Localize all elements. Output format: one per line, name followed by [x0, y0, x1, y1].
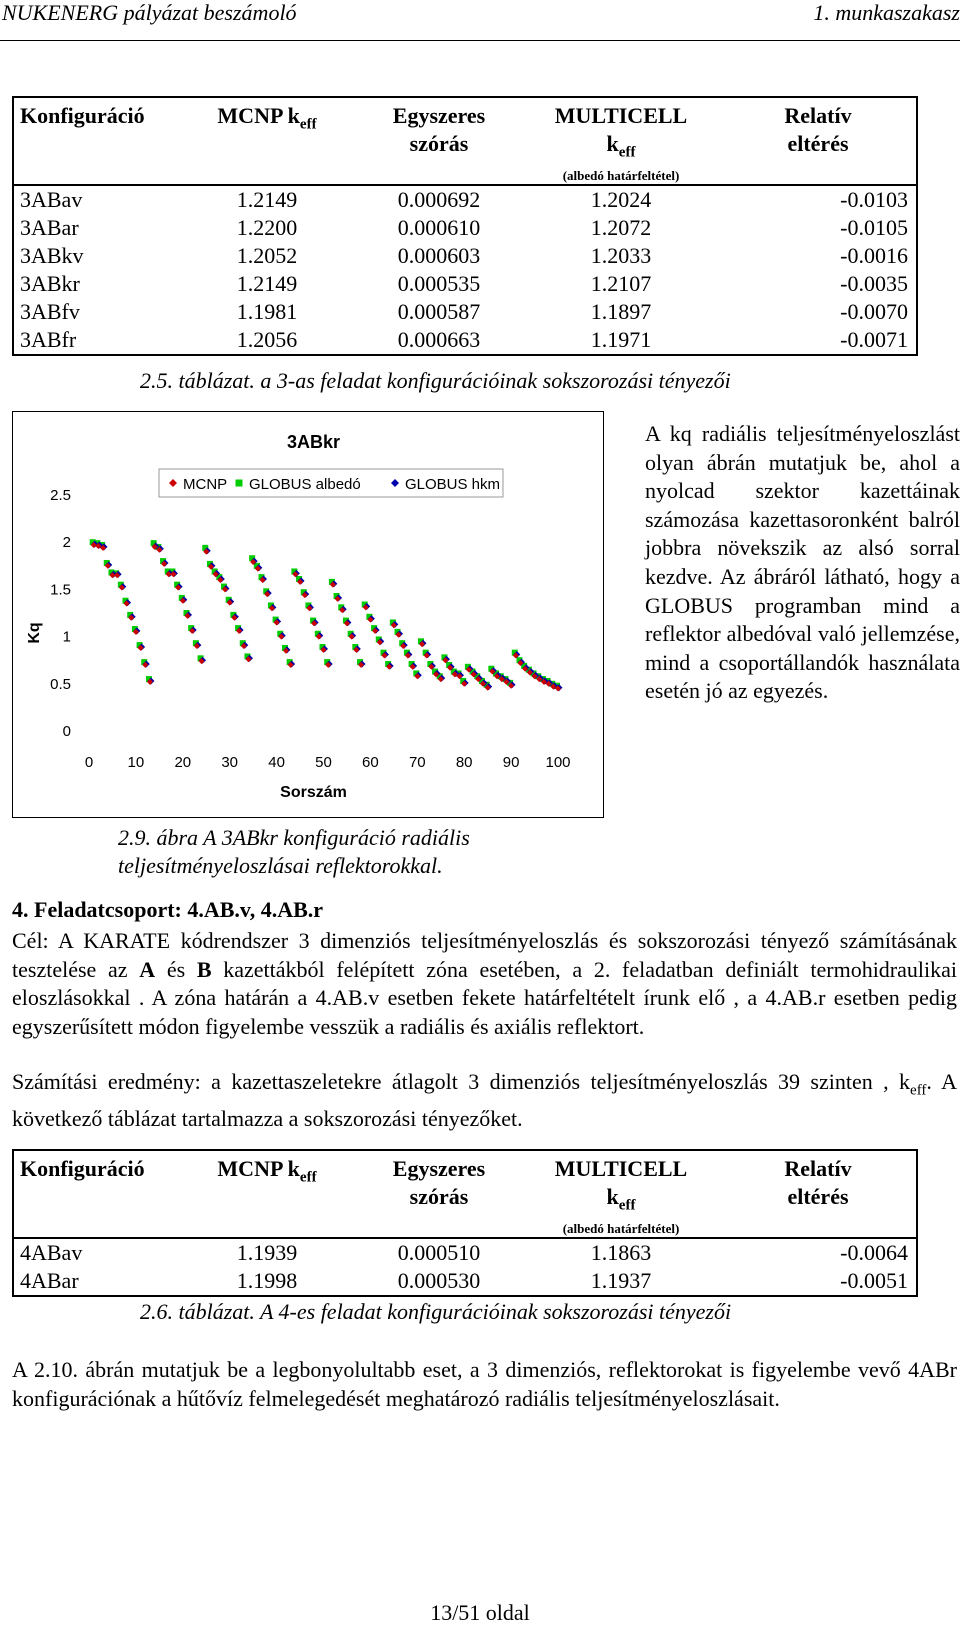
- table-4-configurations: [12, 1149, 918, 1297]
- x-tick-label: 60: [362, 754, 379, 771]
- header-left: NUKENERG pályázat beszámoló: [2, 0, 297, 25]
- table-cell: 0.000610: [397, 215, 481, 241]
- y-tick-label: 0: [62, 723, 71, 740]
- y-tick-label: 1.5: [50, 581, 71, 599]
- x-tick-label: 20: [174, 754, 192, 771]
- col-konfig: Konfiguráció: [13, 1150, 176, 1238]
- table-cell: 1.2149: [236, 187, 298, 213]
- table-cell: 3ABfv: [20, 299, 80, 325]
- table-cell: 1.2107: [590, 271, 652, 297]
- table-cell: 3ABav: [20, 187, 83, 213]
- table-3-configurations: [12, 96, 918, 356]
- x-tick-label: 10: [127, 754, 145, 771]
- x-tick-label: 100: [545, 754, 571, 771]
- y-axis-label: Kq: [26, 622, 43, 644]
- table-row: [13, 242, 917, 270]
- table-cell: 3ABkv: [20, 243, 84, 269]
- col-konfig: Konfiguráció: [13, 97, 176, 185]
- table-row: [13, 326, 917, 355]
- chart-title: 3ABkr: [286, 432, 341, 452]
- table-cell: 1.2024: [590, 187, 652, 213]
- x-tick-label: 80: [455, 754, 473, 771]
- col-relativ: Relatív eltérés: [722, 97, 917, 185]
- legend-marker-globus-albedo: [236, 480, 243, 487]
- table-cell: 1.2149: [236, 271, 298, 297]
- table-cell: -0.0064: [840, 1240, 908, 1266]
- table-cell: -0.0103: [840, 187, 908, 213]
- table-cell: 1.1939: [236, 1240, 298, 1266]
- legend-label: GLOBUS albedó: [249, 476, 361, 493]
- table-cell: 1.2072: [590, 215, 652, 241]
- col-mcnp: MCNP $k_{eff}$: [176, 97, 358, 185]
- table-row: [13, 214, 917, 242]
- y-tick-label: 0.5: [50, 675, 71, 693]
- table-cell: 1.2052: [236, 243, 298, 269]
- page-header: [0, 0, 960, 30]
- x-tick-label: 90: [502, 754, 520, 771]
- closing-paragraph: A 2.10. ábrán mutatjuk be a legbonyolultabb eset, a 3 dimenziós, reflektorokat is figyelembe vevő 4ABr konfigurációnak a hűtővíz felmelegedését meghatározó radiális teljesítményeloszlásait.: [12, 1357, 957, 1411]
- col-relativ: Relatív eltérés: [722, 1150, 917, 1238]
- chart-frame: [12, 411, 604, 818]
- table-cell: -0.0071: [840, 327, 908, 353]
- table-cell: -0.0105: [840, 215, 908, 241]
- table-cell: 1.2033: [590, 243, 652, 269]
- header-rule: [0, 40, 960, 41]
- goal-paragraph: Cél: A KARATE kódrendszer 3 dimenziós teljesítményeloszlás és sokszorozási tényező számításának tesztelése az A és B kazettákból felépített zóna esetében, a 2. feladatban definiált termohidraulikai eloszlásokkal . A zóna határán a 4.AB.v esetben fekete határfeltételt írunk elő , a 4.AB.r esetben pedig egyszerűsített módon figyelembe vesszük a radiális és axiális reflektort.: [12, 928, 957, 1039]
- table-cell: -0.0070: [840, 299, 908, 325]
- table-cell: 1.1897: [590, 299, 652, 325]
- table-cell: 0.000530: [397, 1268, 481, 1294]
- table-caption-2: 2.6. táblázat. A 4-es feladat konfigurációinak sokszorozási tényezői: [140, 1299, 732, 1324]
- table-cell: 3ABfr: [20, 327, 77, 353]
- col-multicell: MULTICELL $k_{eff}$ (albedó határfeltétel): [520, 97, 722, 185]
- legend-label: GLOBUS hkm: [405, 476, 501, 493]
- table-cell: 1.2056: [236, 327, 298, 353]
- page-number: 13/51 oldal: [430, 1600, 530, 1625]
- table-body: [13, 1238, 917, 1296]
- result-paragraph: Számítási eredmény: a kazettaszeletekre átlagolt 3 dimenziós teljesítményeloszlás 39 szinten , $k_{eff}$. A következő táblázat tartalmazza a sokszorozási tényezőket.: [12, 1069, 957, 1131]
- table-cell: 0.000663: [397, 327, 481, 353]
- y-tick-label: 1: [62, 628, 71, 646]
- x-tick-label: 40: [268, 754, 285, 771]
- x-tick-label: 30: [221, 754, 239, 771]
- table-cell: 4ABar: [20, 1268, 79, 1294]
- table-cell: 1.1998: [236, 1268, 298, 1294]
- table-row: [13, 1267, 917, 1296]
- table-cell: 3ABar: [20, 215, 79, 241]
- table-cell: 3ABkr: [20, 271, 80, 297]
- table-cell: 4ABav: [20, 1240, 83, 1266]
- table-row: [13, 298, 917, 326]
- table-cell: 0.000587: [397, 299, 481, 325]
- table-cell: -0.0016: [840, 243, 908, 269]
- table-cell: 1.1937: [590, 1268, 652, 1294]
- table-row: [13, 1238, 917, 1267]
- table-cell: 0.000510: [397, 1240, 481, 1266]
- figure-caption-line1: 2.9. ábra A 3ABkr konfiguráció radiális: [118, 825, 470, 850]
- table-row: [13, 270, 917, 298]
- table-body: [13, 185, 917, 355]
- x-axis-label: Sorszám: [280, 784, 347, 801]
- table-cell: 0.000692: [397, 187, 481, 213]
- table-cell: 1.2200: [236, 215, 298, 241]
- x-tick-label: 70: [408, 754, 426, 771]
- col-mcnp: MCNP $k_{eff}$: [176, 1150, 358, 1238]
- table-cell: 1.1981: [236, 299, 298, 325]
- table-cell: -0.0035: [840, 271, 908, 297]
- figure-caption-line2: teljesítményeloszlásai reflektorokkal.: [118, 853, 443, 878]
- x-tick-label: 0: [84, 754, 94, 771]
- table-cell: 1.1863: [590, 1240, 652, 1266]
- table-row: [13, 185, 917, 214]
- side-text: A kq radiális teljesítményeloszlást olyan ábrán mutatjuk be, ahol a nyolcad szektor kazettáinak számozása kazettasoronként balról jobbra növekszik az alsó sorral kezdve. Az ábráról látható, hogy a GLOBUS programban mind a reflektor albedóval való jellemzése, mind a csoportállandók használata esetén jó az egyezés.: [645, 421, 960, 704]
- col-szoras: Egyszeres szórás: [358, 97, 520, 185]
- table-cell: 0.000535: [397, 271, 481, 297]
- table-cell: 1.1971: [590, 327, 652, 353]
- kq-chart: [13, 412, 603, 817]
- x-tick-label: 50: [315, 754, 332, 771]
- col-multicell: MULTICELL $k_{eff}$ (albedó határfeltétel): [520, 1150, 722, 1238]
- col-szoras: Egyszeres szórás: [358, 1150, 520, 1238]
- section-heading: 4. Feladatcsoport: 4.AB.v, 4.AB.r: [12, 897, 324, 922]
- legend-label: MCNP: [183, 476, 228, 493]
- y-tick-label: 2: [62, 534, 71, 552]
- y-tick-label: 2.5: [50, 487, 71, 504]
- table-cell: 0.000603: [397, 243, 481, 269]
- header-right: 1. munkaszakasz: [813, 0, 960, 25]
- table-caption-1: 2.5. táblázat. a 3-as feladat konfigurációinak sokszorozási tényezői: [140, 368, 731, 393]
- table-cell: -0.0051: [840, 1268, 908, 1294]
